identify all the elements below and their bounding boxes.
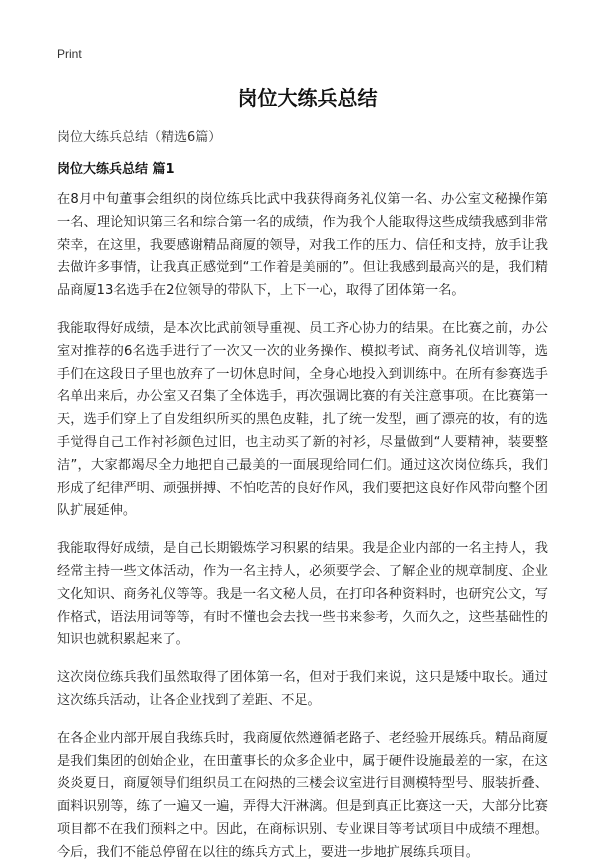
paragraph: 我能取得好成绩，是本次比武前领导重视、员工齐心协力的结果。在比赛之前，办公室对推荐的6名选手进行了一次又一次的业务操作、模拟考试、商务礼仪培训等，选手们在这段日子里也放弃了一切休息时间，全身心地投入到训练中。在所有参赛选手名单出来后，办公室又召集了全体选手，再次强调比赛的有关注意事项。在比赛第一天，选手们穿上了自发组织所买的黑色皮鞋，扎了统一发型，画了漂亮的妆，有的选手觉得自己工作衬衫颜色过旧，也主动买了新的衬衫，尽量做到“人要精神，装要整洁”，大家都竭尽全力地把自己最美的一面展现给同仁们。通过这次岗位练兵，我们形成了纪律严明、顽强拼搏、不怕吃苦的良好作风，我们要把这良好作风带向整个团队扩展延伸。 (57, 320, 548, 519)
document-subtitle: 岗位大练兵总结（精选6篇） (57, 130, 222, 145)
page-title: 岗位大练兵总结 (237, 86, 378, 110)
paragraph: 这次岗位练兵我们虽然取得了团体第一名，但对于我们来说，这只是矮中取长。通过这次练兵活动，让各企业找到了差距、不足。 (57, 670, 548, 708)
section-heading: 岗位大练兵总结 篇1 (57, 162, 175, 177)
paragraph: 我能取得好成绩，是自己长期锻炼学习积累的结果。我是企业内部的一名主持人，我经常主持一些文体活动，作为一名主持人，必须要学会、了解企业的规章制度、企业文化知识、商务礼仪等等。我是一名文秘人员，在打印各种资料时，也研究公文，写作格式，语法用词等等，有时不懂也会去找一些书来参考，久而久之，这些基础性的知识也就积累起来了。 (57, 541, 548, 648)
paragraph: 在各企业内部开展自我练兵时，我商厦依然遵循老路子、老经验开展练兵。精品商厦是我们集团的创始企业，在田董事长的众多企业中，属于硬件设施最差的一家，在这炎炎夏日，商厦领导们组织员工在闷热的三楼会议室进行目测模特型号、服装折叠、面料识别等，练了一遍又一遍，弄得大汗淋漓。但是到真正比赛这一天，大部分比赛项目都不在我们预料之中。因此，在商标识别、专业课目等考试项目中成绩不理想。今后，我们不能总停留在以往的练兵方式上，要进一步地扩展练兵项目。 (57, 730, 548, 860)
body-text (57, 189, 548, 865)
print-label: Print (57, 47, 82, 61)
paragraph: 在8月中旬董事会组织的岗位练兵比武中我获得商务礼仪第一名、办公室文秘操作第一名、理论知识第三名和综合第一名的成绩，作为我个人能取得这些成绩我感到非常荣幸，在这里，我要感谢精品商厦的领导，对我工作的压力、信任和支持，放手让我去做许多事情，让我真正感觉到“工作着是美丽的”。但让我感到最高兴的是，我们精品商厦13名选手在2位领导的带队下，上下一心，取得了团体第一名。 (57, 192, 548, 299)
